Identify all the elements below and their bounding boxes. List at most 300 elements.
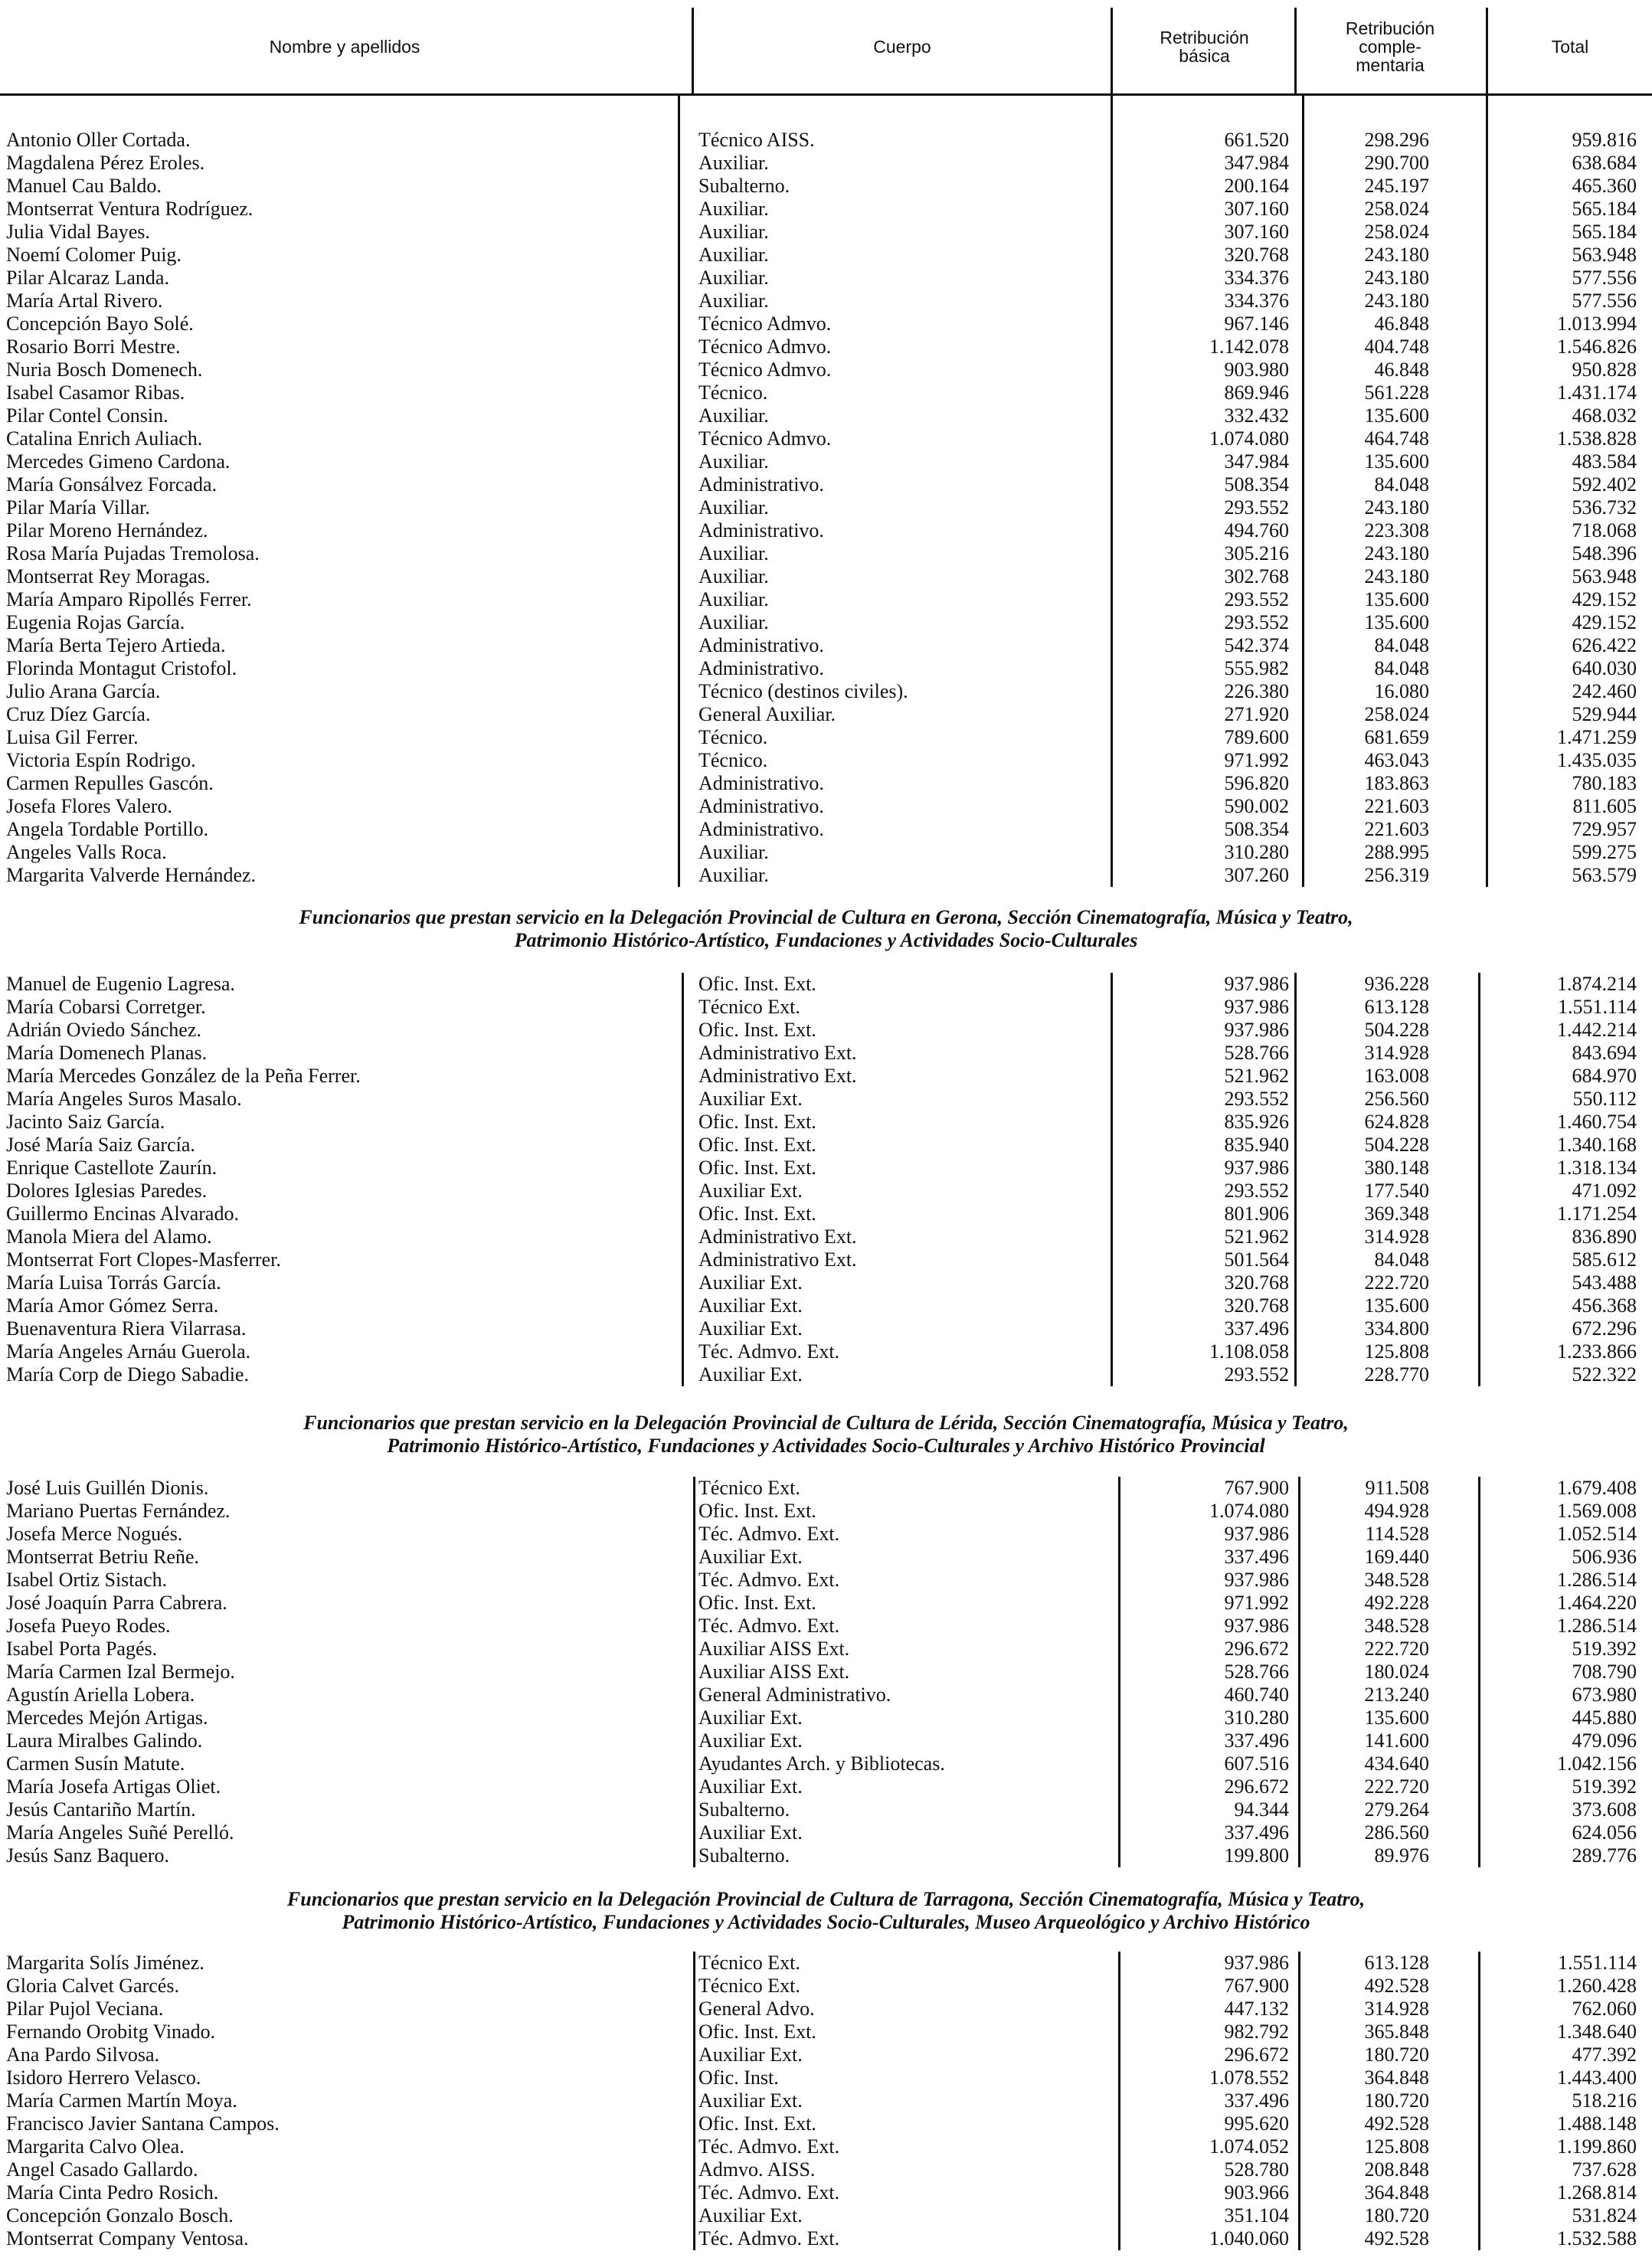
row-total: 506.936	[1572, 1546, 1637, 1568]
row-name: Isabel Casamor Ribas.	[6, 381, 185, 404]
row-basica: 501.564	[1224, 1248, 1289, 1271]
table-row	[0, 588, 1652, 611]
row-total: 599.275	[1572, 841, 1637, 863]
table-row	[0, 1363, 1652, 1386]
row-complementaria: 290.700	[1364, 152, 1429, 174]
row-total: 563.948	[1572, 244, 1637, 266]
table-row	[0, 565, 1652, 588]
row-name: María Corp de Diego Sabadie.	[6, 1363, 249, 1386]
row-name: Josefa Pueyo Rodes.	[6, 1615, 171, 1637]
table-row	[0, 1317, 1652, 1340]
row-cuerpo: Téc. Admvo. Ext.	[698, 1615, 840, 1637]
row-basica: 971.992	[1224, 749, 1289, 771]
row-complementaria: 180.720	[1364, 2089, 1429, 2112]
row-name: José Joaquín Parra Cabrera.	[6, 1592, 227, 1614]
header-cuerpo: Cuerpo	[873, 37, 931, 57]
row-complementaria: 364.848	[1364, 2066, 1429, 2089]
row-total: 242.460	[1572, 680, 1637, 702]
row-cuerpo: Administrativo Ext.	[698, 1225, 857, 1248]
row-complementaria: 46.848	[1374, 312, 1429, 335]
row-cuerpo: Ofic. Inst. Ext.	[698, 1500, 816, 1522]
row-complementaria: 286.560	[1364, 1821, 1429, 1844]
section-table	[0, 1952, 1652, 2250]
row-name: Victoria Espín Rodrigo.	[6, 749, 196, 771]
table-row	[0, 1615, 1652, 1638]
row-name: Catalina Enrich Auliach.	[6, 427, 203, 450]
row-complementaria: 222.720	[1364, 1638, 1429, 1660]
row-cuerpo: Auxiliar.	[698, 198, 769, 220]
row-basica: 789.600	[1224, 726, 1289, 748]
header-divider	[692, 8, 694, 93]
row-basica: 337.496	[1224, 1317, 1289, 1340]
row-total: 718.068	[1572, 519, 1637, 542]
row-basica: 94.344	[1234, 1798, 1289, 1821]
row-total: 1.286.514	[1557, 1615, 1637, 1637]
row-total: 843.694	[1572, 1042, 1637, 1064]
row-basica: 555.982	[1224, 657, 1289, 679]
header-retribucion-basica: Retribución básica	[1160, 28, 1249, 66]
row-basica: 937.986	[1224, 973, 1289, 995]
row-cuerpo: Administrativo Ext.	[698, 1248, 857, 1271]
row-name: Pilar Moreno Hernández.	[6, 519, 208, 542]
row-complementaria: 492.528	[1364, 2112, 1429, 2135]
row-basica: 508.354	[1224, 818, 1289, 840]
row-complementaria: 183.863	[1364, 772, 1429, 794]
row-name: Josefa Flores Valero.	[6, 795, 172, 817]
table-row	[0, 1775, 1652, 1798]
row-name: Carmen Repulles Gascón.	[6, 772, 214, 794]
row-basica: 320.768	[1224, 1271, 1289, 1294]
row-basica: 320.768	[1224, 244, 1289, 266]
row-complementaria: 492.228	[1364, 1592, 1429, 1614]
row-cuerpo: Técnico.	[698, 381, 768, 404]
table-row	[0, 2043, 1652, 2066]
row-total: 811.605	[1572, 795, 1637, 817]
column-divider	[1478, 1952, 1480, 2250]
row-name: Buenaventura Riera Vilarrasa.	[6, 1317, 247, 1340]
row-total: 577.556	[1572, 267, 1637, 289]
section-title-line: Funcionarios que prestan servicio en la Delegación Provincial de Cultura de Lérida, Sección Cinematografía, Música y Teatro,	[303, 1412, 1349, 1434]
row-name: Julia Vidal Bayes.	[6, 221, 150, 243]
table-row	[0, 841, 1652, 864]
row-cuerpo: Ofic. Inst. Ext.	[698, 973, 816, 995]
row-cuerpo: Administrativo.	[698, 473, 824, 496]
row-total: 638.684	[1572, 152, 1637, 174]
row-basica: 305.216	[1224, 542, 1289, 564]
row-name: Gloria Calvet Garcés.	[6, 1975, 179, 1997]
row-complementaria: 561.228	[1364, 381, 1429, 404]
row-basica: 937.986	[1224, 996, 1289, 1018]
header-divider	[1294, 8, 1297, 93]
row-basica: 226.380	[1224, 680, 1289, 702]
row-basica: 494.760	[1224, 519, 1289, 542]
header-divider	[1486, 8, 1488, 93]
row-name: Montserrat Fort Clopes-Masferrer.	[6, 1248, 281, 1271]
row-name: María Artal Rivero.	[6, 290, 163, 312]
row-basica: 937.986	[1224, 1523, 1289, 1545]
section-title	[0, 906, 1652, 952]
table-row	[0, 1134, 1652, 1157]
row-basica: 596.820	[1224, 772, 1289, 794]
table-row	[0, 2066, 1652, 2089]
row-total: 518.216	[1572, 2089, 1637, 2112]
row-basica: 460.740	[1224, 1683, 1289, 1706]
header-total: Total	[1551, 37, 1589, 57]
row-complementaria: 180.024	[1364, 1661, 1429, 1683]
row-complementaria: 222.720	[1364, 1775, 1429, 1798]
row-name: María Angeles Suñé Perelló.	[6, 1821, 234, 1844]
row-name: Ana Pardo Silvosa.	[6, 2043, 160, 2066]
row-name: Noemí Colomer Puig.	[6, 244, 182, 266]
row-complementaria: 243.180	[1364, 290, 1429, 312]
row-complementaria: 16.080	[1374, 680, 1429, 702]
row-name: Angeles Valls Roca.	[6, 841, 167, 863]
column-divider	[1478, 973, 1480, 1386]
row-cuerpo: General Administrativo.	[698, 1683, 891, 1706]
row-cuerpo: Auxiliar Ext.	[698, 1088, 803, 1110]
row-name: Margarita Valverde Hernández.	[6, 864, 257, 886]
row-cuerpo: Auxiliar.	[698, 290, 769, 312]
row-name: Manuel Cau Baldo.	[6, 175, 162, 197]
table-row	[0, 795, 1652, 818]
table-row	[0, 2158, 1652, 2181]
row-name: Montserrat Rey Moragas.	[6, 565, 211, 587]
column-divider	[1486, 93, 1488, 887]
row-basica: 521.962	[1224, 1065, 1289, 1087]
table-row	[0, 2135, 1652, 2158]
row-complementaria: 613.128	[1364, 996, 1429, 1018]
row-basica: 590.002	[1224, 795, 1289, 817]
row-complementaria: 364.848	[1364, 2181, 1429, 2204]
row-total: 1.538.828	[1557, 427, 1637, 450]
row-cuerpo: Auxiliar Ext.	[698, 1775, 803, 1798]
row-total: 519.392	[1572, 1638, 1637, 1660]
row-basica: 903.980	[1224, 358, 1289, 381]
table-row	[0, 129, 1652, 152]
row-total: 1.340.168	[1557, 1134, 1637, 1156]
row-basica: 334.376	[1224, 290, 1289, 312]
row-basica: 521.962	[1224, 1225, 1289, 1248]
row-basica: 337.496	[1224, 2089, 1289, 2112]
row-name: José María Saiz García.	[6, 1134, 195, 1156]
row-basica: 293.552	[1224, 1363, 1289, 1386]
row-cuerpo: Auxiliar.	[698, 404, 769, 427]
column-divider	[693, 1477, 695, 1867]
row-basica: 767.900	[1224, 1975, 1289, 1997]
row-name: Pilar Contel Consin.	[6, 404, 168, 427]
row-cuerpo: General Auxiliar.	[698, 703, 836, 725]
row-cuerpo: Ofic. Inst. Ext.	[698, 1592, 816, 1614]
row-name: Jesús Cantariño Martín.	[6, 1798, 196, 1821]
row-name: Mercedes Gimeno Cardona.	[6, 450, 231, 473]
row-cuerpo: Auxiliar AISS Ext.	[698, 1661, 850, 1683]
table-row	[0, 1661, 1652, 1683]
row-complementaria: 135.600	[1364, 1294, 1429, 1317]
column-divider	[693, 1952, 695, 2250]
row-complementaria: 369.348	[1364, 1202, 1429, 1225]
table-row	[0, 1798, 1652, 1821]
row-basica: 296.672	[1224, 2043, 1289, 2066]
row-total: 468.032	[1572, 404, 1637, 427]
row-name: María Gonsálvez Forcada.	[6, 473, 218, 496]
row-total: 1.442.214	[1557, 1019, 1637, 1041]
row-cuerpo: Ofic. Inst. Ext.	[698, 2112, 816, 2135]
row-total: 565.184	[1572, 221, 1637, 243]
row-basica: 1.108.058	[1209, 1340, 1289, 1363]
column-divider	[682, 973, 684, 1386]
row-name: Isidoro Herrero Velasco.	[6, 2066, 201, 2089]
row-complementaria: 380.148	[1364, 1157, 1429, 1179]
row-total: 1.488.148	[1557, 2112, 1637, 2135]
table-row	[0, 1340, 1652, 1363]
row-total: 1.260.428	[1557, 1975, 1637, 1997]
row-cuerpo: Auxiliar.	[698, 864, 769, 886]
table-row	[0, 2089, 1652, 2112]
column-divider	[1302, 93, 1304, 887]
row-complementaria: 125.808	[1364, 2135, 1429, 2158]
table-row	[0, 335, 1652, 358]
row-total: 445.880	[1572, 1706, 1637, 1729]
row-cuerpo: Administrativo.	[698, 795, 824, 817]
row-basica: 302.768	[1224, 565, 1289, 587]
row-basica: 351.104	[1224, 2204, 1289, 2227]
table-row	[0, 818, 1652, 841]
section-title	[0, 1412, 1652, 1458]
row-total: 289.776	[1572, 1844, 1637, 1867]
table-row	[0, 1042, 1652, 1065]
row-complementaria: 243.180	[1364, 244, 1429, 266]
row-complementaria: 504.228	[1364, 1134, 1429, 1156]
table-row	[0, 996, 1652, 1019]
row-basica: 332.432	[1224, 404, 1289, 427]
row-complementaria: 404.748	[1364, 335, 1429, 358]
row-name: Angel Casado Gallardo.	[6, 2158, 198, 2181]
row-complementaria: 84.048	[1374, 1248, 1429, 1271]
table-row	[0, 1271, 1652, 1294]
table-row	[0, 358, 1652, 381]
row-name: Florinda Montagut Cristofol.	[6, 657, 237, 679]
table-row	[0, 542, 1652, 565]
row-complementaria: 213.240	[1364, 1683, 1429, 1706]
row-name: Eugenia Rojas García.	[6, 611, 185, 633]
row-complementaria: 256.560	[1364, 1088, 1429, 1110]
row-name: Concepción Bayo Solé.	[6, 312, 194, 335]
row-complementaria: 245.197	[1364, 175, 1429, 197]
row-basica: 542.374	[1224, 634, 1289, 656]
row-complementaria: 135.600	[1364, 1706, 1429, 1729]
row-complementaria: 223.308	[1364, 519, 1429, 542]
row-total: 565.184	[1572, 198, 1637, 220]
row-name: Agustín Ariella Lobera.	[6, 1683, 195, 1706]
row-name: Luisa Gil Ferrer.	[6, 726, 139, 748]
table-row	[0, 1294, 1652, 1317]
row-complementaria: 613.128	[1364, 1952, 1429, 1974]
row-cuerpo: Técnico.	[698, 726, 768, 748]
row-name: María Berta Tejero Artieda.	[6, 634, 226, 656]
row-cuerpo: Administrativo Ext.	[698, 1042, 857, 1064]
column-divider	[678, 93, 680, 887]
row-total: 1.348.640	[1557, 2021, 1637, 2043]
row-complementaria: 492.528	[1364, 2227, 1429, 2250]
row-cuerpo: Auxiliar AISS Ext.	[698, 1638, 850, 1660]
row-cuerpo: Auxiliar Ext.	[698, 2204, 803, 2227]
row-total: 456.368	[1572, 1294, 1637, 1317]
table-row	[0, 703, 1652, 726]
row-total: 465.360	[1572, 175, 1637, 197]
row-total: 1.679.408	[1557, 1477, 1637, 1499]
row-complementaria: 141.600	[1364, 1729, 1429, 1752]
table-row	[0, 1752, 1652, 1775]
row-total: 672.296	[1572, 1317, 1637, 1340]
row-basica: 801.906	[1224, 1202, 1289, 1225]
row-name: María Carmen Izal Bermejo.	[6, 1661, 235, 1683]
table-row	[0, 657, 1652, 680]
row-complementaria: 464.748	[1364, 427, 1429, 450]
column-divider	[1298, 1952, 1300, 2250]
row-total: 531.824	[1572, 2204, 1637, 2227]
row-cuerpo: Ofic. Inst. Ext.	[698, 1134, 816, 1156]
row-cuerpo: Subalterno.	[698, 1844, 790, 1867]
row-total: 1.233.866	[1557, 1340, 1637, 1363]
row-total: 780.183	[1572, 772, 1637, 794]
row-complementaria: 46.848	[1374, 358, 1429, 381]
row-complementaria: 222.720	[1364, 1271, 1429, 1294]
table-row	[0, 175, 1652, 198]
row-complementaria: 624.828	[1364, 1111, 1429, 1133]
row-total: 519.392	[1572, 1775, 1637, 1798]
row-basica: 1.074.080	[1209, 1500, 1289, 1522]
row-total: 1.318.134	[1557, 1157, 1637, 1179]
column-divider	[1478, 1477, 1480, 1867]
table-row	[0, 1225, 1652, 1248]
row-complementaria: 221.603	[1364, 795, 1429, 817]
row-cuerpo: Administrativo.	[698, 772, 824, 794]
row-complementaria: 221.603	[1364, 818, 1429, 840]
row-name: Nuria Bosch Domenech.	[6, 358, 203, 381]
row-complementaria: 298.296	[1364, 129, 1429, 151]
row-basica: 835.940	[1224, 1134, 1289, 1156]
row-cuerpo: Auxiliar.	[698, 221, 769, 243]
row-basica: 607.516	[1224, 1752, 1289, 1775]
row-name: María Angeles Suros Masalo.	[6, 1088, 242, 1110]
row-name: Guillermo Encinas Alvarado.	[6, 1202, 239, 1225]
row-total: 624.056	[1572, 1821, 1637, 1844]
row-cuerpo: Ofic. Inst. Ext.	[698, 1202, 816, 1225]
row-complementaria: 243.180	[1364, 496, 1429, 519]
row-cuerpo: Auxiliar Ext.	[698, 1180, 803, 1202]
row-cuerpo: Técnico Admvo.	[698, 312, 832, 335]
row-total: 762.060	[1572, 1998, 1637, 2020]
row-basica: 528.766	[1224, 1661, 1289, 1683]
table-row	[0, 2021, 1652, 2043]
row-basica: 447.132	[1224, 1998, 1289, 2020]
section-title-line: Patrimonio Histórico-Artístico, Fundaciones y Actividades Socio-Culturales, Museo Arqueológico y Archivo Histórico	[342, 1911, 1310, 1933]
row-total: 1.464.220	[1557, 1592, 1637, 1614]
row-cuerpo: Técnico.	[698, 749, 768, 771]
row-total: 550.112	[1572, 1088, 1637, 1110]
table-row	[0, 473, 1652, 496]
row-cuerpo: Técnico Admvo.	[698, 427, 832, 450]
table-row	[0, 244, 1652, 267]
row-name: Josefa Merce Nogués.	[6, 1523, 183, 1545]
row-name: Concepción Gonzalo Bosch.	[6, 2204, 234, 2227]
table-row	[0, 152, 1652, 175]
row-total: 626.422	[1572, 634, 1637, 656]
section-title	[0, 1888, 1652, 1934]
table-row	[0, 1180, 1652, 1202]
row-total: 1.042.156	[1557, 1752, 1637, 1775]
section-table	[0, 129, 1652, 887]
header-retribucion-complementaria: Retribución comple- mentaria	[1345, 18, 1435, 75]
row-basica: 296.672	[1224, 1775, 1289, 1798]
row-cuerpo: Técnico (destinos civiles).	[698, 680, 908, 702]
row-cuerpo: Técnico Ext.	[698, 1975, 800, 1997]
row-cuerpo: Administrativo.	[698, 634, 824, 656]
row-basica: 293.552	[1224, 496, 1289, 519]
row-total: 483.584	[1572, 450, 1637, 473]
row-basica: 937.986	[1224, 1615, 1289, 1637]
table-row	[0, 404, 1652, 427]
table-row	[0, 1569, 1652, 1592]
table-row	[0, 1500, 1652, 1523]
row-name: María Cobarsi Corretger.	[6, 996, 206, 1018]
row-cuerpo: Auxiliar.	[698, 565, 769, 587]
row-complementaria: 169.440	[1364, 1546, 1429, 1568]
row-name: Francisco Javier Santana Campos.	[6, 2112, 280, 2135]
table-row	[0, 427, 1652, 450]
row-name: Jacinto Saiz García.	[6, 1111, 165, 1133]
row-total: 471.092	[1572, 1180, 1637, 1202]
row-total: 729.957	[1572, 818, 1637, 840]
row-name: José Luis Guillén Dionis.	[6, 1477, 209, 1499]
row-cuerpo: Técnico Admvo.	[698, 358, 832, 381]
row-name: María Carmen Martín Moya.	[6, 2089, 237, 2112]
row-complementaria: 208.848	[1364, 2158, 1429, 2181]
row-total: 536.732	[1572, 496, 1637, 519]
table-row	[0, 198, 1652, 221]
row-cuerpo: Auxiliar Ext.	[698, 1363, 803, 1386]
row-name: María Cinta Pedro Rosich.	[6, 2181, 219, 2204]
row-name: María Domenech Planas.	[6, 1042, 208, 1064]
table-row	[0, 1683, 1652, 1706]
row-total: 1.286.514	[1557, 1569, 1637, 1591]
row-complementaria: 114.528	[1365, 1523, 1429, 1545]
row-cuerpo: Admvo. AISS.	[698, 2158, 816, 2181]
table-row	[0, 450, 1652, 473]
row-complementaria: 348.528	[1364, 1615, 1429, 1637]
table-row	[0, 496, 1652, 519]
table-row	[0, 1592, 1652, 1615]
row-cuerpo: Auxiliar.	[698, 496, 769, 519]
table-row	[0, 312, 1652, 335]
row-cuerpo: Subalterno.	[698, 1798, 790, 1821]
row-complementaria: 84.048	[1374, 657, 1429, 679]
row-complementaria: 89.976	[1374, 1844, 1429, 1867]
table-row	[0, 611, 1652, 634]
row-total: 1.052.514	[1557, 1523, 1637, 1545]
row-complementaria: 180.720	[1364, 2204, 1429, 2227]
table-row	[0, 1088, 1652, 1111]
row-basica: 937.986	[1224, 1157, 1289, 1179]
row-total: 673.980	[1572, 1683, 1637, 1706]
row-total: 543.488	[1572, 1271, 1637, 1294]
row-complementaria: 84.048	[1374, 634, 1429, 656]
row-complementaria: 504.228	[1364, 1019, 1429, 1041]
row-basica: 320.768	[1224, 1294, 1289, 1317]
row-basica: 937.986	[1224, 1952, 1289, 1974]
row-complementaria: 434.640	[1364, 1752, 1429, 1775]
table-row	[0, 1821, 1652, 1844]
